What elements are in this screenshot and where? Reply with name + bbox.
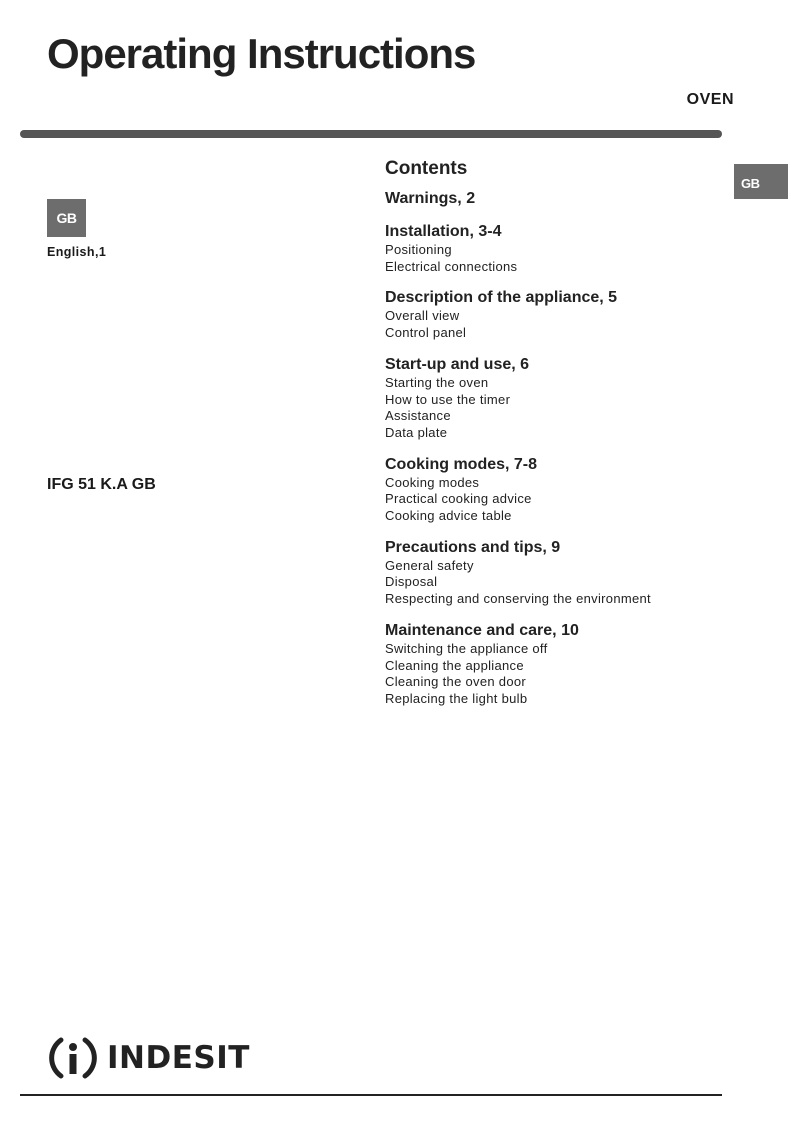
- table-of-contents: [385, 158, 765, 721]
- contents-section-title: Installation, 3-4: [385, 223, 502, 240]
- contents-section: [385, 455, 765, 525]
- top-divider: [20, 130, 722, 138]
- model-number: IFG 51 K.A GB: [47, 476, 156, 493]
- contents-item: Cooking advice table: [385, 508, 512, 524]
- contents-item: How to use the timer: [385, 391, 511, 407]
- contents-heading: Contents: [385, 158, 468, 179]
- brand-name: INDESIT: [107, 1040, 250, 1076]
- contents-section-title: Maintenance and care, 10: [385, 621, 579, 639]
- language-badge: GB: [47, 199, 86, 237]
- contents-section: [385, 288, 765, 341]
- contents-section-title: Precautions and tips, 9: [385, 538, 561, 556]
- brand-logo: [47, 1032, 250, 1084]
- contents-section: [385, 538, 765, 608]
- contents-section: [385, 355, 765, 442]
- bottom-divider: [20, 1094, 722, 1096]
- contents-section-title: Warnings, 2: [385, 190, 476, 207]
- contents-item: Cleaning the appliance: [385, 657, 524, 673]
- contents-item: Cleaning the oven door: [385, 674, 527, 690]
- contents-item: Positioning: [385, 242, 452, 257]
- contents-item: Control panel: [385, 325, 467, 341]
- language-label: English,1: [47, 245, 107, 259]
- contents-item: Practical cooking advice: [385, 491, 532, 507]
- contents-item: Assistance: [385, 408, 451, 424]
- contents-section-title: Cooking modes, 7-8: [385, 455, 538, 473]
- contents-section-title: Start-up and use, 6: [385, 355, 530, 373]
- contents-item: Starting the oven: [385, 374, 489, 390]
- contents-item: Switching the appliance off: [385, 640, 548, 656]
- contents-item: Overall view: [385, 308, 460, 324]
- contents-section: [385, 189, 765, 209]
- contents-section: [385, 621, 765, 708]
- contents-item: Cooking modes: [385, 474, 480, 490]
- page-title: Operating Instructions: [47, 30, 476, 77]
- contents-section: [385, 222, 765, 275]
- product-type: OVEN: [686, 91, 734, 108]
- contents-sections: [385, 189, 765, 708]
- contents-item: Electrical connections: [385, 258, 518, 274]
- contents-item: Respecting and conserving the environment: [385, 591, 651, 607]
- contents-item: General safety: [385, 557, 474, 573]
- indesit-logo-icon: [47, 1032, 99, 1084]
- contents-item: Data plate: [385, 424, 448, 440]
- language-side-tab: GB: [734, 164, 788, 199]
- contents-item: Replacing the light bulb: [385, 690, 528, 706]
- contents-section-title: Description of the appliance, 5: [385, 289, 618, 307]
- contents-item: Disposal: [385, 574, 438, 590]
